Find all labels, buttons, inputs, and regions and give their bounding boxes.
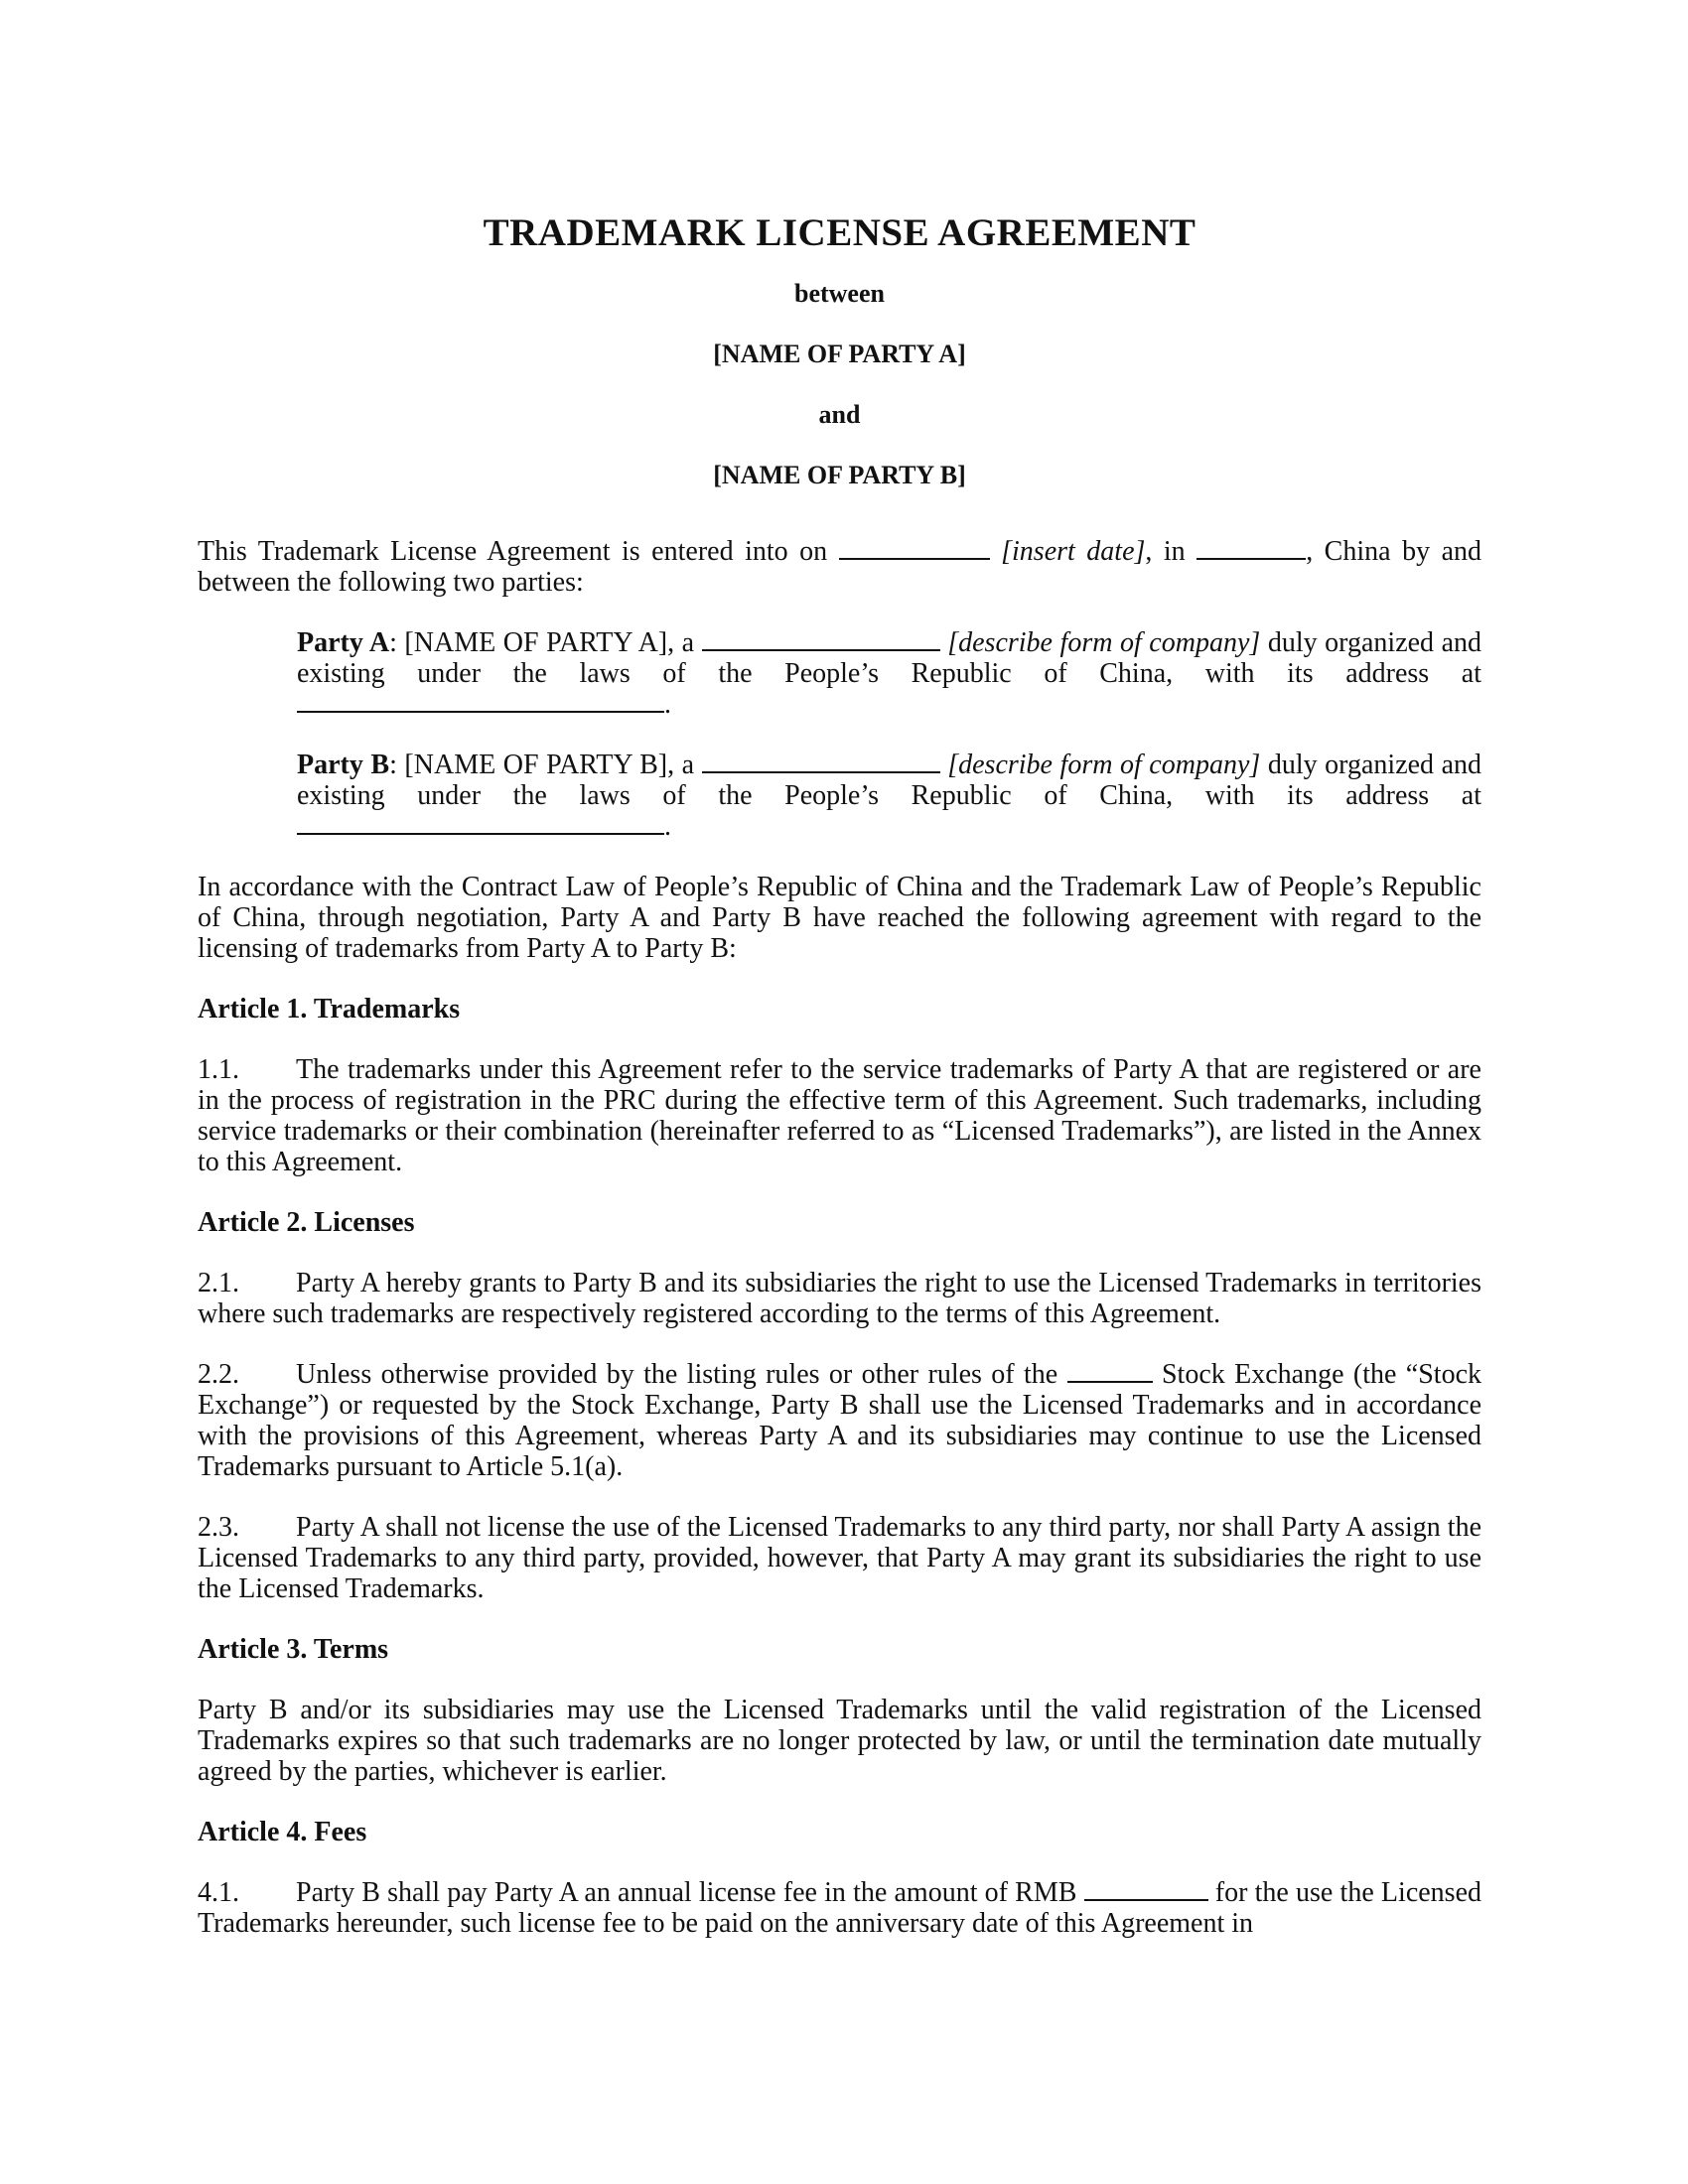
rmb-amount-blank bbox=[1084, 1877, 1208, 1901]
party-b-form-placeholder: [describe form of company] bbox=[947, 750, 1261, 780]
party-b-title: [NAME OF PARTY B] bbox=[713, 461, 966, 489]
clause-number: 4.1. bbox=[198, 1877, 239, 1908]
article-3-heading: Article 3. Terms bbox=[198, 1634, 389, 1665]
article-2-heading: Article 2. Licenses bbox=[198, 1207, 415, 1238]
recital-paragraph: In accordance with the Contract Law of People’s Republic of China and the Trademark Law of People’s Republic of China, through negotiation, Party A and Party B have reached the following agreement with regard to the licensing of trademarks from Party A to Party B: bbox=[198, 872, 1481, 964]
and-label: and bbox=[818, 400, 861, 429]
party-a-text-1: : [NAME OF PARTY A], a bbox=[389, 627, 695, 658]
clause-text-2: Stock Exchange (the “Stock Exchange”) or requested by the Stock Exchange, Party B shall use the Licensed Trademarks and in accordance with the provisions of this Agreement, whereas Party A and its subsidiaries may continue to use the Licensed Trademarks pursuant to Article 5.1(a). bbox=[198, 1359, 1482, 1482]
party-a-paragraph: Party A: [NAME OF PARTY A], a [describe form of company] duly organized and existing under the laws of the People’s Republic of China, with its address at . bbox=[297, 627, 1482, 720]
party-a-label: Party A bbox=[297, 627, 390, 658]
document-body bbox=[198, 210, 1481, 1939]
clause-2-2 bbox=[198, 1359, 1481, 1482]
party-b-paragraph: Party B: [NAME OF PARTY B], a [describe form of company] duly organized and existing under the laws of the People’s Republic of China, with its address at . bbox=[297, 750, 1482, 842]
date-placeholder: [insert date] bbox=[1001, 536, 1146, 567]
clause-2-3 bbox=[198, 1512, 1481, 1604]
party-a-address-blank bbox=[297, 689, 664, 713]
clause-2-1 bbox=[198, 1268, 1481, 1329]
party-b-form-blank bbox=[702, 750, 940, 773]
intro-paragraph bbox=[198, 536, 1481, 598]
party-b-address-blank bbox=[297, 811, 664, 835]
clause-number: 2.1. bbox=[198, 1268, 239, 1298]
clause-text: Party A shall not license the use of the Licensed Trademarks to any third party, nor shall Party A assign the Licensed Trademarks to any third party, provided, however, that Party A may grant its subsidiaries the right to use the Licensed Trademarks. bbox=[198, 1512, 1481, 1604]
intro-text-1: This Trademark License Agreement is entered into on bbox=[198, 536, 828, 567]
article-1-heading: Article 1. Trademarks bbox=[198, 994, 461, 1024]
clause-text: The trademarks under this Agreement refer to the service trademarks of Party A that are registered or are in the process of registration in the PRC during the effective term of this Agreement. Such trademarks, including service trademarks or their combination (hereinafter referred to as “Licensed Trademarks”), are listed in the Annex to this Agreement. bbox=[198, 1054, 1481, 1177]
clause-text-1: Unless otherwise provided by the listing rules or other rules of the bbox=[296, 1359, 1058, 1390]
party-a-form-blank bbox=[702, 627, 940, 651]
date-blank bbox=[839, 536, 990, 560]
clause-number: 1.1. bbox=[198, 1054, 239, 1085]
party-b-text-1: : [NAME OF PARTY B], a bbox=[389, 750, 695, 780]
document-title: TRADEMARK LICENSE AGREEMENT bbox=[483, 211, 1196, 254]
clause-4-1 bbox=[198, 1877, 1481, 1939]
intro-text-3: , China by and between the following two parties: bbox=[198, 536, 1481, 598]
article-4-heading: Article 4. Fees bbox=[198, 1817, 367, 1847]
clause-number: 2.2. bbox=[198, 1359, 239, 1390]
exchange-blank bbox=[1067, 1359, 1153, 1383]
article-3-paragraph: Party B and/or its subsidiaries may use the Licensed Trademarks until the valid registration of the Licensed Trademarks expires so that such trademarks are no longer protected by law, or until the termination date mutually agreed by the parties, whichever is earlier. bbox=[198, 1695, 1481, 1787]
clause-text-1: Party B shall pay Party A an annual license fee in the amount of RMB bbox=[296, 1877, 1077, 1908]
party-a-form-placeholder: [describe form of company] bbox=[947, 627, 1261, 658]
party-a-text-2: duly organized and existing under the laws of the People’s Republic of China, with its address at bbox=[297, 627, 1482, 689]
clause-number: 2.3. bbox=[198, 1512, 239, 1543]
party-b-label: Party B bbox=[297, 750, 390, 780]
clause-text: Party A hereby grants to Party B and its subsidiaries the right to use the Licensed Trademarks in territories where such trademarks are respectively registered according to the terms of this Agreement. bbox=[198, 1268, 1481, 1329]
between-label: between bbox=[794, 279, 885, 308]
party-b-text-2: duly organized and existing under the laws of the People’s Republic of China, with its address at bbox=[297, 750, 1482, 811]
city-blank bbox=[1196, 536, 1306, 560]
intro-text-2: , in bbox=[1145, 536, 1186, 567]
clause-1-1 bbox=[198, 1054, 1481, 1177]
party-a-title: [NAME OF PARTY A] bbox=[713, 340, 966, 368]
clause-text-2: for the use the Licensed Trademarks hereunder, such license fee to be paid on the anniversary date of this Agreement in bbox=[198, 1877, 1481, 1939]
